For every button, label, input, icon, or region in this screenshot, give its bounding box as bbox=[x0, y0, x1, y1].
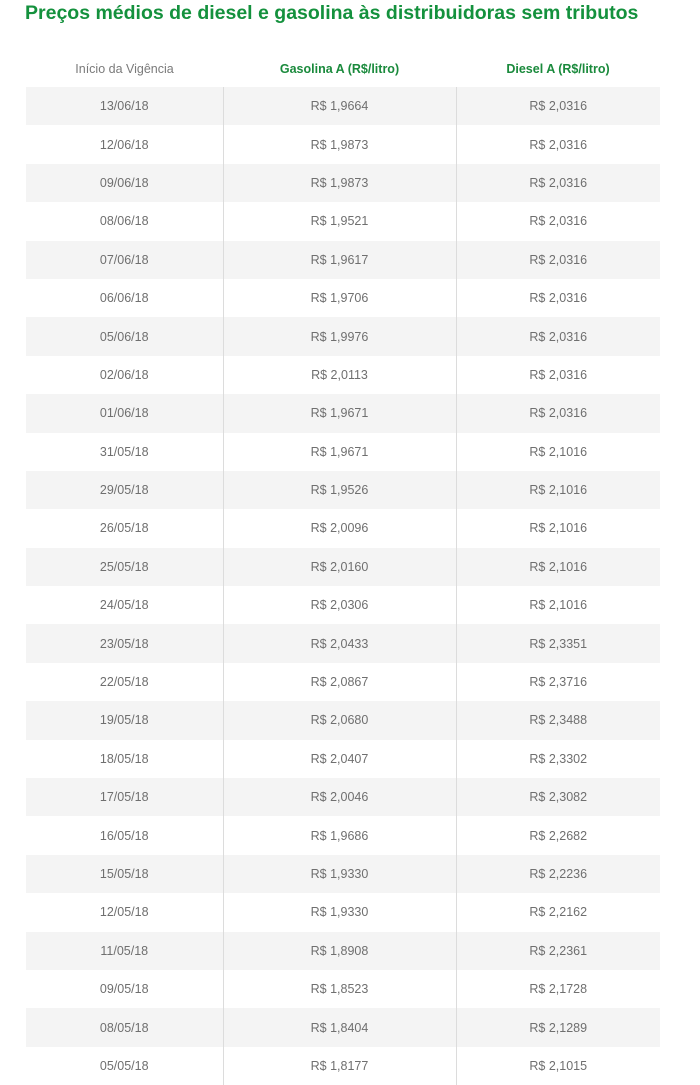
cell-start-date: 19/05/18 bbox=[26, 701, 223, 739]
cell-start-date: 22/05/18 bbox=[26, 663, 223, 701]
cell-gasoline-price: R$ 2,0306 bbox=[223, 586, 456, 624]
cell-diesel-price: R$ 2,2162 bbox=[456, 893, 660, 931]
cell-start-date: 08/05/18 bbox=[26, 1008, 223, 1046]
cell-start-date: 07/06/18 bbox=[26, 241, 223, 279]
cell-diesel-price: R$ 2,1016 bbox=[456, 433, 660, 471]
table-row bbox=[26, 586, 660, 624]
cell-start-date: 05/05/18 bbox=[26, 1047, 223, 1085]
table-row bbox=[26, 471, 660, 509]
cell-start-date: 18/05/18 bbox=[26, 740, 223, 778]
table-row bbox=[26, 1047, 660, 1085]
cell-gasoline-price: R$ 1,9873 bbox=[223, 125, 456, 163]
cell-diesel-price: R$ 2,0316 bbox=[456, 394, 660, 432]
table-row bbox=[26, 125, 660, 163]
table-row bbox=[26, 279, 660, 317]
table-row bbox=[26, 624, 660, 662]
cell-diesel-price: R$ 2,0316 bbox=[456, 356, 660, 394]
cell-gasoline-price: R$ 1,8908 bbox=[223, 932, 456, 970]
cell-diesel-price: R$ 2,1016 bbox=[456, 509, 660, 547]
cell-gasoline-price: R$ 1,9526 bbox=[223, 471, 456, 509]
cell-diesel-price: R$ 2,0316 bbox=[456, 279, 660, 317]
cell-start-date: 23/05/18 bbox=[26, 624, 223, 662]
cell-start-date: 15/05/18 bbox=[26, 855, 223, 893]
cell-start-date: 02/06/18 bbox=[26, 356, 223, 394]
cell-start-date: 05/06/18 bbox=[26, 317, 223, 355]
cell-diesel-price: R$ 2,2361 bbox=[456, 932, 660, 970]
cell-diesel-price: R$ 2,0316 bbox=[456, 125, 660, 163]
cell-start-date: 01/06/18 bbox=[26, 394, 223, 432]
table-row bbox=[26, 164, 660, 202]
column-header-gasoline: Gasolina A (R$/litro) bbox=[279, 61, 400, 76]
cell-gasoline-price: R$ 1,9686 bbox=[223, 816, 456, 854]
cell-start-date: 29/05/18 bbox=[26, 471, 223, 509]
cell-start-date: 12/06/18 bbox=[26, 125, 223, 163]
cell-gasoline-price: R$ 2,0160 bbox=[223, 548, 456, 586]
cell-diesel-price: R$ 2,3302 bbox=[456, 740, 660, 778]
cell-diesel-price: R$ 2,1016 bbox=[456, 548, 660, 586]
cell-gasoline-price: R$ 1,9706 bbox=[223, 279, 456, 317]
table-row bbox=[26, 87, 660, 125]
cell-gasoline-price: R$ 1,8404 bbox=[223, 1008, 456, 1046]
cell-start-date: 17/05/18 bbox=[26, 778, 223, 816]
table-row bbox=[26, 855, 660, 893]
table-row bbox=[26, 663, 660, 701]
cell-diesel-price: R$ 2,2236 bbox=[456, 855, 660, 893]
cell-gasoline-price: R$ 1,9330 bbox=[223, 855, 456, 893]
table-row bbox=[26, 778, 660, 816]
cell-diesel-price: R$ 2,2682 bbox=[456, 816, 660, 854]
cell-diesel-price: R$ 2,0316 bbox=[456, 87, 660, 125]
table-body bbox=[26, 87, 660, 1085]
cell-start-date: 09/06/18 bbox=[26, 164, 223, 202]
cell-gasoline-price: R$ 2,0867 bbox=[223, 663, 456, 701]
table-row bbox=[26, 241, 660, 279]
cell-gasoline-price: R$ 1,8523 bbox=[223, 970, 456, 1008]
table-row bbox=[26, 701, 660, 739]
cell-gasoline-price: R$ 1,9330 bbox=[223, 893, 456, 931]
cell-diesel-price: R$ 2,0316 bbox=[456, 164, 660, 202]
price-table bbox=[26, 50, 660, 1085]
cell-diesel-price: R$ 2,1289 bbox=[456, 1008, 660, 1046]
cell-gasoline-price: R$ 2,0096 bbox=[223, 509, 456, 547]
column-header-start-date: Início da Vigência bbox=[75, 61, 174, 76]
cell-start-date: 11/05/18 bbox=[26, 932, 223, 970]
column-header-diesel: Diesel A (R$/litro) bbox=[506, 61, 610, 76]
cell-start-date: 16/05/18 bbox=[26, 816, 223, 854]
cell-start-date: 24/05/18 bbox=[26, 586, 223, 624]
cell-gasoline-price: R$ 2,0680 bbox=[223, 701, 456, 739]
table-row bbox=[26, 548, 660, 586]
cell-gasoline-price: R$ 1,8177 bbox=[223, 1047, 456, 1085]
cell-gasoline-price: R$ 1,9671 bbox=[223, 433, 456, 471]
cell-gasoline-price: R$ 1,9617 bbox=[223, 241, 456, 279]
cell-gasoline-price: R$ 2,0433 bbox=[223, 624, 456, 662]
cell-gasoline-price: R$ 1,9521 bbox=[223, 202, 456, 240]
table-row bbox=[26, 816, 660, 854]
cell-start-date: 13/06/18 bbox=[26, 87, 223, 125]
cell-start-date: 25/05/18 bbox=[26, 548, 223, 586]
table-row bbox=[26, 356, 660, 394]
cell-gasoline-price: R$ 2,0113 bbox=[223, 356, 456, 394]
table-row bbox=[26, 1008, 660, 1046]
cell-diesel-price: R$ 2,1016 bbox=[456, 471, 660, 509]
cell-diesel-price: R$ 2,3716 bbox=[456, 663, 660, 701]
cell-start-date: 31/05/18 bbox=[26, 433, 223, 471]
table-row bbox=[26, 970, 660, 1008]
table-row bbox=[26, 932, 660, 970]
table-row bbox=[26, 509, 660, 547]
cell-start-date: 08/06/18 bbox=[26, 202, 223, 240]
table-row bbox=[26, 893, 660, 931]
cell-start-date: 12/05/18 bbox=[26, 893, 223, 931]
cell-gasoline-price: R$ 1,9671 bbox=[223, 394, 456, 432]
table-row bbox=[26, 317, 660, 355]
cell-diesel-price: R$ 2,0316 bbox=[456, 241, 660, 279]
cell-start-date: 26/05/18 bbox=[26, 509, 223, 547]
table-row bbox=[26, 740, 660, 778]
cell-diesel-price: R$ 2,1016 bbox=[456, 586, 660, 624]
cell-diesel-price: R$ 2,1728 bbox=[456, 970, 660, 1008]
cell-diesel-price: R$ 2,0316 bbox=[456, 202, 660, 240]
cell-start-date: 09/05/18 bbox=[26, 970, 223, 1008]
table-row bbox=[26, 433, 660, 471]
table-row bbox=[26, 394, 660, 432]
cell-gasoline-price: R$ 1,9873 bbox=[223, 164, 456, 202]
page-title: Preços médios de diesel e gasolina às distribuidoras sem tributos bbox=[25, 2, 639, 24]
table-row bbox=[26, 202, 660, 240]
table-header-row bbox=[26, 50, 660, 87]
cell-diesel-price: R$ 2,3488 bbox=[456, 701, 660, 739]
cell-gasoline-price: R$ 2,0407 bbox=[223, 740, 456, 778]
cell-gasoline-price: R$ 1,9664 bbox=[223, 87, 456, 125]
cell-diesel-price: R$ 2,3082 bbox=[456, 778, 660, 816]
cell-diesel-price: R$ 2,3351 bbox=[456, 624, 660, 662]
cell-gasoline-price: R$ 1,9976 bbox=[223, 317, 456, 355]
cell-start-date: 06/06/18 bbox=[26, 279, 223, 317]
cell-diesel-price: R$ 2,0316 bbox=[456, 317, 660, 355]
cell-diesel-price: R$ 2,1015 bbox=[456, 1047, 660, 1085]
cell-gasoline-price: R$ 2,0046 bbox=[223, 778, 456, 816]
